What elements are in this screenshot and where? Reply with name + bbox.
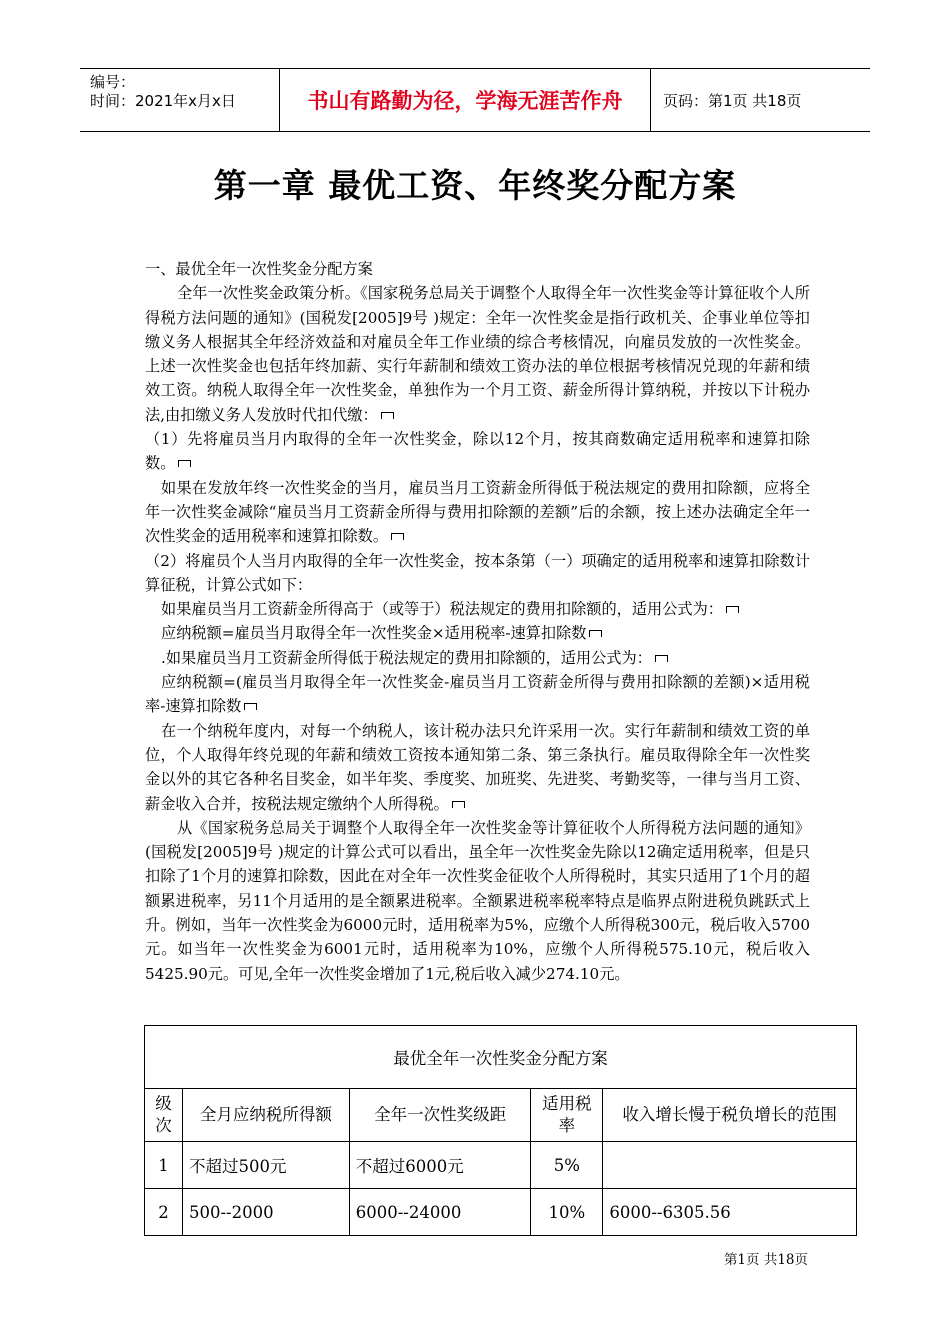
document-body bbox=[145, 257, 810, 986]
paragraph-low-salary: 如果在发放年终一次性奖金的当月，雇员当月工资薪金所得低于税法规定的费用扣除额，应将全年一次性奖金减除“雇员当月工资薪金所得与费用扣除额的差额”后的余额，按上述办法确定全年一次性奖金的适用税率和速算扣除数。 bbox=[145, 476, 810, 549]
paragraph-formula-2-intro: .如果雇员当月工资薪金所得低于税法规定的费用扣除额的，适用公式为： bbox=[145, 646, 810, 670]
chapter-title: 第一章 最优工资、年终奖分配方案 bbox=[213, 166, 737, 205]
header-page-label: 页码：第1页 共18页 bbox=[663, 91, 802, 110]
table-header-cell: 适用税率 bbox=[531, 1089, 603, 1142]
table-row bbox=[145, 1189, 857, 1236]
paragraph-formula-1: 应纳税额=雇员当月取得全年一次性奖金×适用税率-速算扣除数 bbox=[145, 621, 810, 645]
document-number-label: 编号： bbox=[90, 73, 136, 91]
table-cell: 1 bbox=[145, 1142, 183, 1189]
section-heading: 一、最优全年一次性奖金分配方案 bbox=[145, 260, 373, 278]
table-cell: 10% bbox=[531, 1189, 603, 1236]
table-header-cell: 级次 bbox=[145, 1089, 183, 1142]
table-cell: 500--2000 bbox=[182, 1189, 349, 1236]
table-header-cell: 全年一次性奖级距 bbox=[349, 1089, 531, 1142]
table-header-cell: 全月应纳税所得额 bbox=[182, 1089, 349, 1142]
table-cell: 2 bbox=[145, 1189, 183, 1236]
table-cell: 不超过6000元 bbox=[349, 1142, 531, 1189]
paragraph-formula-1-intro: 如果雇员当月工资薪金所得高于（或等于）税法规定的费用扣除额的，适用公式为： bbox=[145, 597, 810, 621]
table-caption-row bbox=[145, 1026, 857, 1089]
table-cell: 不超过500元 bbox=[182, 1142, 349, 1189]
table-header-row bbox=[145, 1089, 857, 1142]
table-cell: 6000--6305.56 bbox=[603, 1189, 857, 1236]
paragraph-step-2: （2）将雇员个人当月内取得的全年一次性奖金，按本条第（一）项确定的适用税率和速算扣除数计算征税，计算公式如下： bbox=[145, 551, 810, 594]
header-motto: 书山有路勤为径，学海无涯苦作舟 bbox=[280, 69, 651, 131]
table-caption: 最优全年一次性奖金分配方案 bbox=[145, 1026, 857, 1089]
header-meta bbox=[80, 69, 280, 131]
table-cell: 5% bbox=[531, 1142, 603, 1189]
bonus-rate-table bbox=[144, 1025, 857, 1236]
table-cell bbox=[603, 1142, 857, 1189]
table-header-cell: 收入增长慢于税负增长的范围 bbox=[603, 1089, 857, 1142]
page-footer: 第1页 共18页 bbox=[723, 1252, 808, 1268]
document-time-label: 时间：2021年x月x日 bbox=[90, 92, 236, 110]
table-cell: 6000--24000 bbox=[349, 1189, 531, 1236]
paragraph-policy: 全年一次性奖金政策分析。《国家税务总局关于调整个人取得全年一次性奖金等计算征收个人所得税方法问题的通知》(国税发[2005]9号 )规定：全年一次性奖金是指行政机关、企事业单位等扣缴义务人根据其全年经济效益和对雇员全年工作业绩的综合考核情况，向雇员发放的一次性奖金。上述一次性奖金也包括年终加薪、实行年薪制和绩效工资办法的单位根据考核情况兑现的年薪和绩效工资。纳税人取得全年一次性奖金，单独作为一个月工资、薪金所得计算纳税，并按以下计税办法,由扣缴义务人发放时代扣代缴： bbox=[145, 281, 810, 427]
page-header bbox=[80, 68, 870, 132]
paragraph-once-per-year: 在一个纳税年度内，对每一个纳税人，该计税办法只允许采用一次。实行年薪制和绩效工资的单位，个人取得年终兑现的年薪和绩效工资按本通知第二条、第三条执行。雇员取得除全年一次性奖金以外的其它各种名目奖金，如半年奖、季度奖、加班奖、先进奖、考勤奖等，一律与当月工资、薪金收入合并，按税法规定缴纳个人所得税。 bbox=[145, 719, 810, 816]
paragraph-formula-2: 应纳税额=(雇员当月取得全年一次性奖金-雇员当月工资薪金所得与费用扣除额的差额)×适用税率-速算扣除数 bbox=[145, 670, 810, 719]
paragraph-step-1: （1）先将雇员当月内取得的全年一次性奖金，除以12个月，按其商数确定适用税率和速算扣除数。 bbox=[145, 427, 810, 476]
table-row bbox=[145, 1142, 857, 1189]
paragraph-analysis: 从《国家税务总局关于调整个人取得全年一次性奖金等计算征收个人所得税方法问题的通知》(国税发[2005]9号 )规定的计算公式可以看出，虽全年一次性奖金先除以12确定适用税率，但是只扣除了1个月的速算扣除数，因此在对全年一次性奖金征收个人所得税时，其实只适用了1个月的超额累进税率，另11个月适用的是全额累进税率。全额累进税率税率特点是临界点附进税负跳跃式上升。例如，当年一次性奖金为6000元时，适用税率为5%，应缴个人所得税300元，税后收入5700元。如当年一次性奖金为6001元时，适用税率为10%，应缴个人所得税575.10元，税后收入5425.90元。可见,全年一次性奖金增加了1元,税后收入减少274.10元。 bbox=[145, 818, 810, 983]
